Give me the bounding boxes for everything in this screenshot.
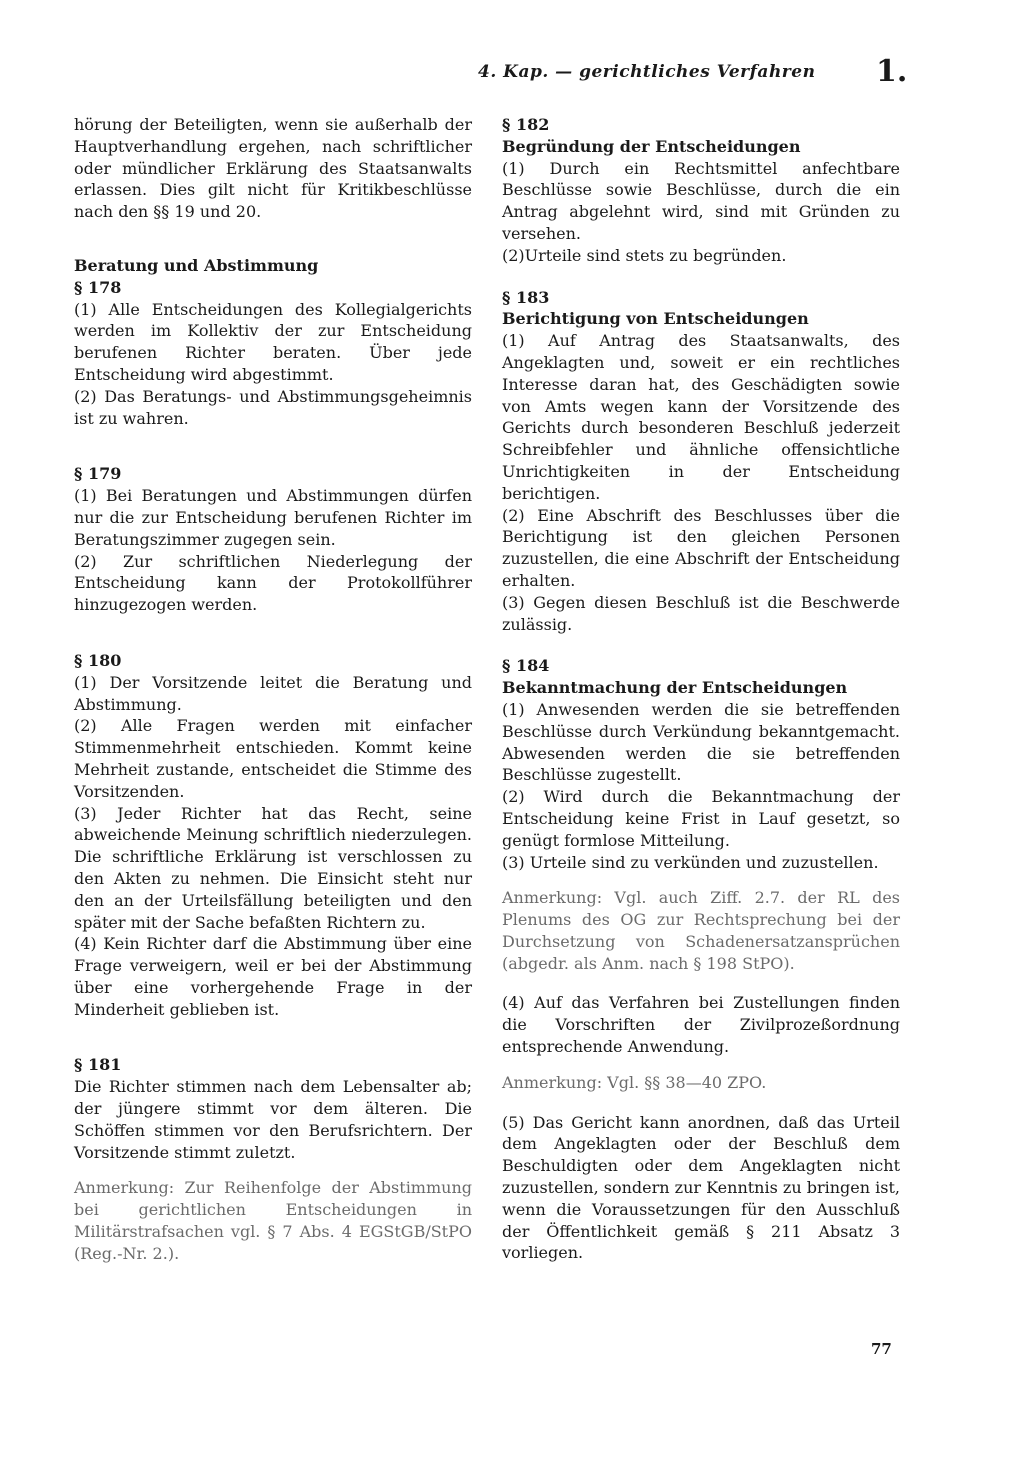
section-number-181: § 181 <box>74 1055 122 1075</box>
s178-paragraph-2: (2) Das Beratungs- und Abstimmungsgeheimnis ist zu wahren. <box>74 386 472 428</box>
s184-note-1: Anmerkung: Vgl. auch Ziff. 2.7. der RL des Plenums des OG zur Rechtsprechung bei der Durchsetzung von Schadenersatzansprüchen (abgedr. als Anm. nach § 198 StPO). <box>502 888 900 973</box>
s184-title: Bekanntmachung der Entscheidungen <box>502 678 848 698</box>
section-number-182: § 182 <box>502 115 550 134</box>
s184-note-2: Anmerkung: Vgl. §§ 38—40 ZPO. <box>502 1072 767 1092</box>
s184-paragraph-5: (5) Das Gericht kann anordnen, daß das Urteil dem Angeklagten oder der Beschluß dem Beschuldigten oder dem Angeklagten nicht zuzustellen, sondern zur Kenntnis zu bringen ist, wenn die Voraussetzungen für den Ausschluß der Öffentlichkeit gemäß § 211 Absatz 3 vorliegen. <box>502 1112 900 1263</box>
s183-paragraph-2: (2) Eine Abschrift des Beschlusses über die Berichtigung ist den gleichen Personen zuzustellen, die eine Abschrift der Entscheidung erhalten. <box>502 505 900 590</box>
s184-paragraph-4: (4) Auf das Verfahren bei Zustellungen finden die Vorschriften der Zivilprozeßordnung entsprechende Anwendung. <box>502 993 900 1057</box>
s182-paragraph-1: (1) Durch ein Rechtsmittel anfechtbare Beschlüsse sowie Beschlüsse, durch die ein Antrag abgelehnt wird, sind mit Gründen zu versehen. <box>502 158 900 243</box>
s184-paragraph-3: (3) Urteile sind zu verkünden und zuzustellen. <box>502 852 879 872</box>
s178-paragraph-1: (1) Alle Entscheidungen des Kollegialgerichts werden im Kollektiv der zur Entscheidung berufenen Richter beraten. Über jede Entscheidung wird abgestimmt. <box>74 299 472 384</box>
s180-paragraph-3: (3) Jeder Richter hat das Recht, seine abweichende Meinung schriftlich niederzulegen. Die schriftliche Erklärung ist verschlossen zu den Akten zu nehmen. Die Einsicht steht nur den an der Urteilsfällung beteiligten und den später mit der Sache befaßten Richtern zu. <box>74 803 472 932</box>
s181-note: Anmerkung: Zur Reihenfolge der Abstimmung bei gerichtlichen Entscheidungen in Militärstrafsachen vgl. § 7 Abs. 4 EGStGB/StPO (Reg.-Nr. 2.). <box>74 1178 472 1263</box>
s180-paragraph-2: (2) Alle Fragen werden mit einfacher Stimmenmehrheit entschieden. Kommt keine Mehrheit zustande, entscheidet die Stimme des Vorsitzenden. <box>74 716 472 801</box>
s184-paragraph-2: (2) Wird durch die Bekanntmachung der Entscheidung keine Frist in Lauf gesetzt, so genügt formlose Mitteilung. <box>502 787 900 850</box>
intro-paragraph: hörung der Beteiligten, wenn sie außerhalb der Hauptverhandlung ergehen, nach schriftlicher oder mündlicher Erklärung des Staatsanwalts erlassen. Dies gilt nicht für Kritikbeschlüsse nach den §§ 19 und 20. <box>74 115 472 222</box>
s183-title: Berichtigung von Entscheidungen <box>502 309 809 329</box>
s183-paragraph-1: (1) Auf Antrag des Staatsanwalts, des Angeklagten und, soweit er ein rechtliches Interesse daran hat, des Geschädigten sowie von Amts wegen kann der Vorsitzende des Gerichts durch besonderen Beschluß jederzeit Schreibfehler und ähnliche offensichtliche Unrichtigkeiten in der Entscheidung berichtigen. <box>502 331 900 503</box>
chapter-number: 1. <box>876 54 908 89</box>
section-number-184: § 184 <box>502 656 550 676</box>
s180-paragraph-1: (1) Der Vorsitzende leitet die Beratung und Abstimmung. <box>74 672 472 714</box>
section-number-180: § 180 <box>74 650 122 670</box>
s182-paragraph-2: (2)Urteile sind stets zu begründen. <box>502 245 787 265</box>
s183-paragraph-3: (3) Gegen diesen Beschluß ist die Beschwerde zulässig. <box>502 592 900 634</box>
right-column <box>502 114 900 1264</box>
s184-paragraph-1: (1) Anwesenden werden die sie betreffenden Beschlüsse durch Verkündung bekanntgemacht. Abwesenden werden die sie betreffenden Beschlüsse zugestellt. <box>502 699 900 785</box>
s180-paragraph-4: (4) Kein Richter darf die Abstimmung über eine Frage verweigern, weil er bei der Abstimmung über eine vorhergehende Frage in der Minderheit geblieben ist. <box>74 934 472 1019</box>
running-head: 4. Kap. — gerichtliches Verfahren <box>478 62 816 82</box>
s182-title: Begründung der Entscheidungen <box>502 136 801 156</box>
section-number-183: § 183 <box>502 287 550 307</box>
s179-paragraph-1: (1) Bei Beratungen und Abstimmungen dürfen nur die zur Entscheidung berufenen Richter im Beratungszimmer zugegen sein. <box>74 486 472 549</box>
s179-paragraph-2: (2) Zur schriftlichen Niederlegung der Entscheidung kann der Protokollführer hinzugezogen werden. <box>74 551 472 615</box>
section-heading-beratung: Beratung und Abstimmung <box>74 255 319 275</box>
section-number-178: § 178 <box>74 277 122 297</box>
page-number: 77 <box>871 1340 892 1358</box>
left-column <box>74 114 472 1265</box>
section-number-179: § 179 <box>74 464 122 484</box>
s181-paragraph-1: Die Richter stimmen nach dem Lebensalter ab; der jüngere stimmt vor dem älteren. Die Schöffen stimmen vor den Berufsrichtern. Der Vorsitzende stimmt zuletzt. <box>74 1077 472 1162</box>
